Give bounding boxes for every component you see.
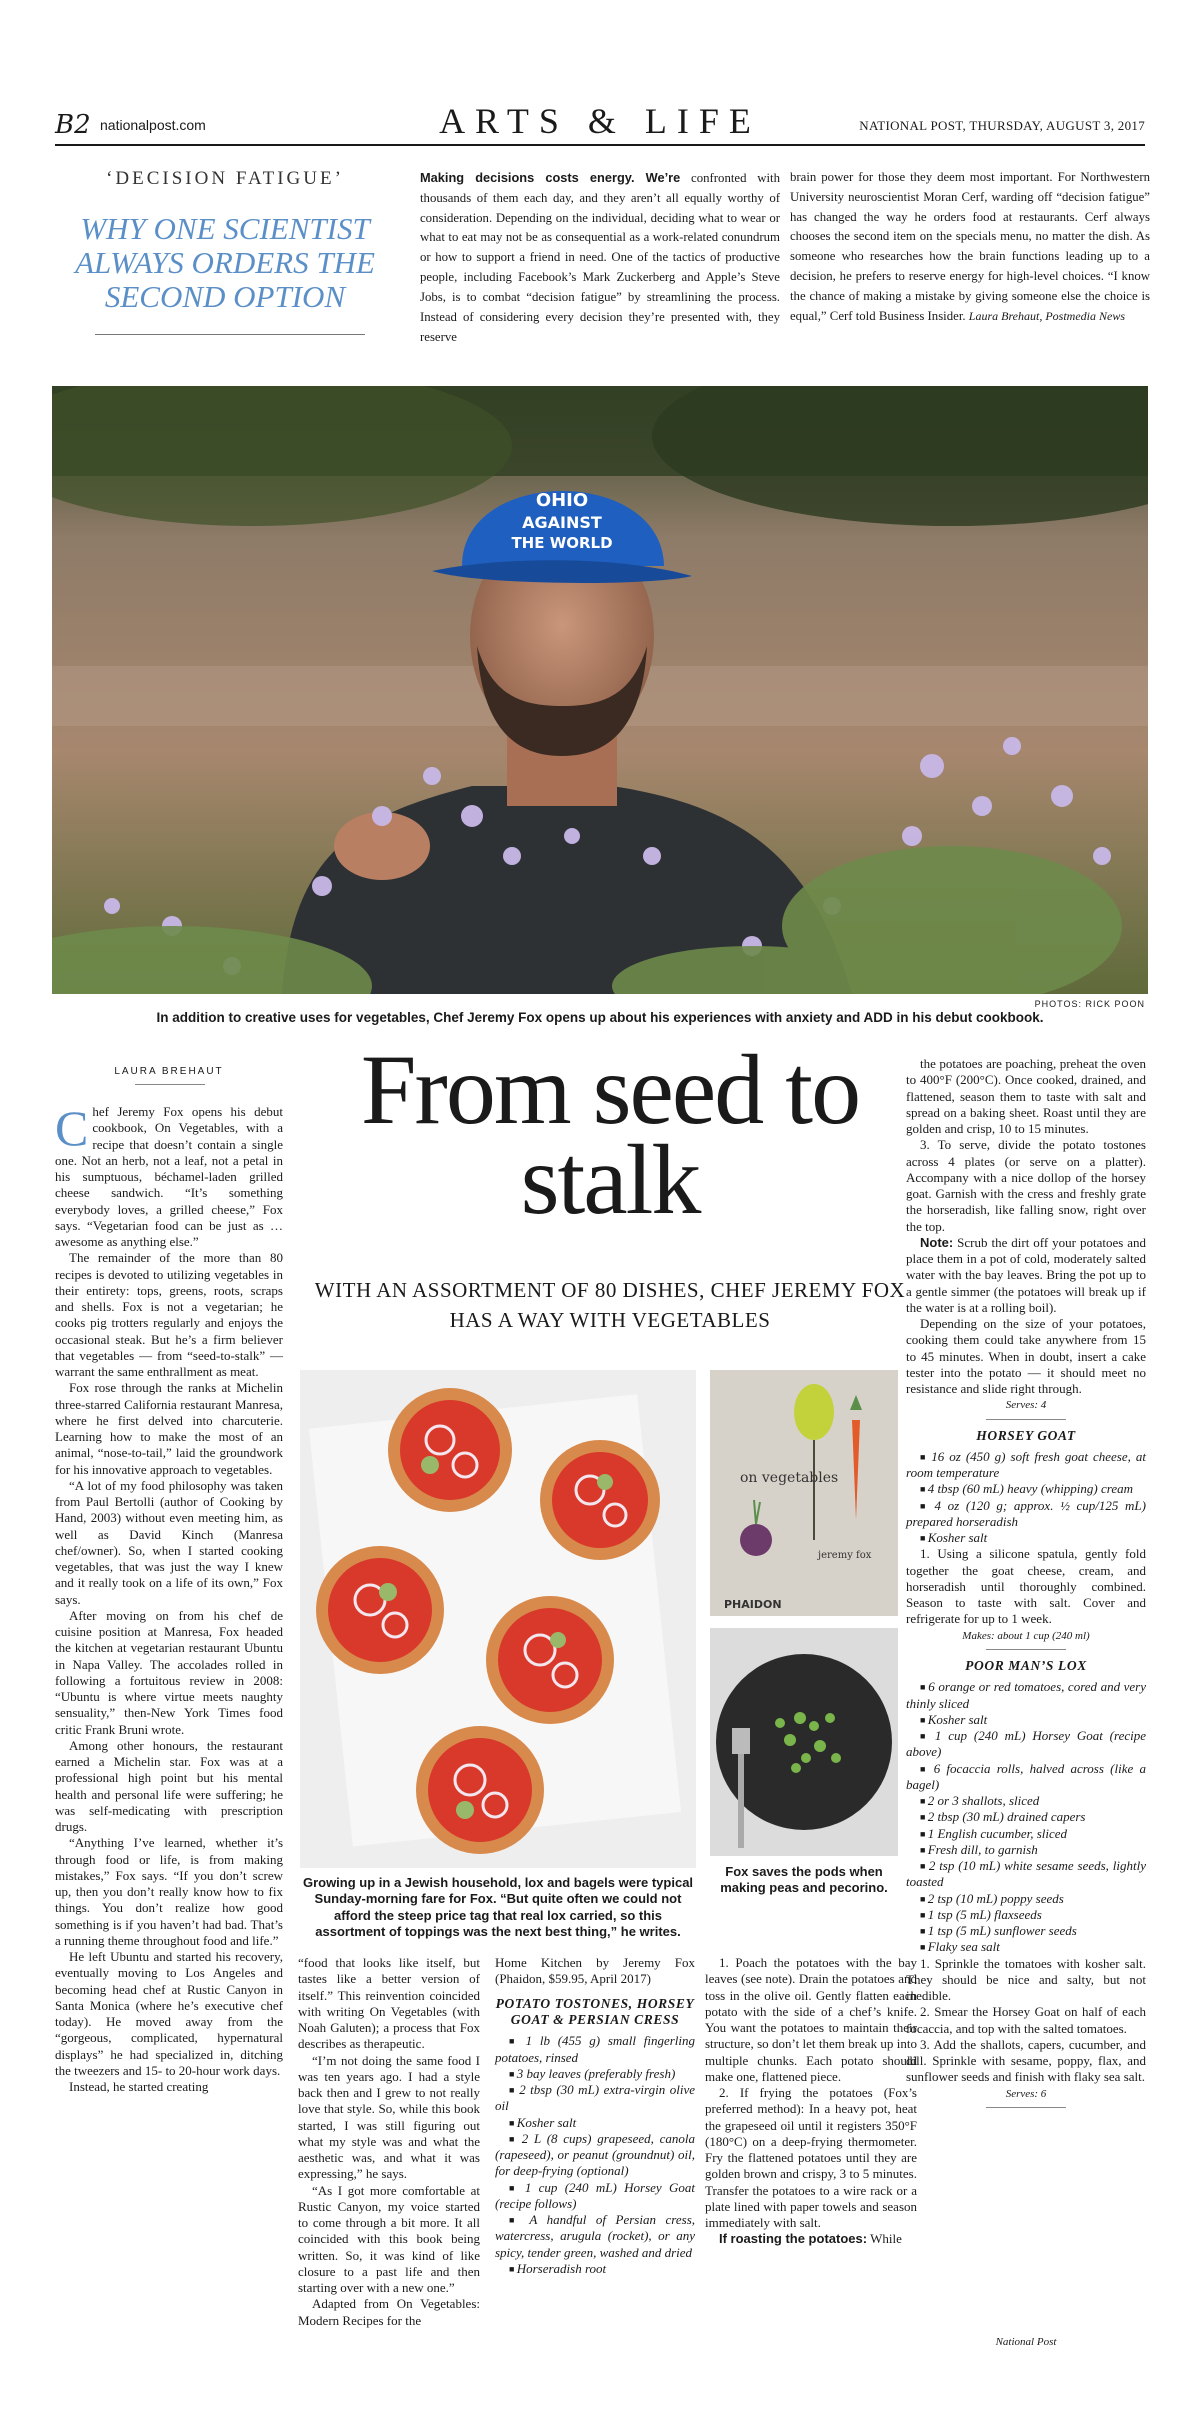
- brief-kicker: ‘DECISION FATIGUE’: [106, 168, 344, 189]
- article-byline: LAURA BREHAUT: [114, 1066, 224, 1077]
- svg-text:AGAINST: AGAINST: [522, 513, 602, 532]
- ingredient: ■ Flaky sea salt: [906, 1939, 1146, 1955]
- recipe-step: 1. Using a silicone spatula, gently fold together the goat cheese, cream, and horseradish until thoroughly combined. Season to taste with salt. Cover and refrigerate for up to 1 week.: [906, 1546, 1146, 1627]
- article-column-2: [298, 1955, 480, 2329]
- recipe-column: [495, 1955, 695, 2277]
- recipe-intro: Home Kitchen by Jeremy Fox (Phaidon, $59.95, April 2017): [495, 1955, 695, 1987]
- book-author: jeremy fox: [818, 1550, 872, 1561]
- hero-photo: [52, 386, 1148, 994]
- ingredient: ■ 6 focaccia rolls, halved across (like a bagel): [906, 1761, 1146, 1794]
- article-paragraph: “As I got more comfortable at Rustic Canyon, my voice started to come through a bit more. It all coincided with this book being written. So, it was kind of like closure to a past life and then starting over with a new one.”: [298, 2182, 480, 2295]
- page-number: B2: [55, 110, 91, 140]
- brief-headline: WHY ONE SCIENTIST ALWAYS ORDERS THE SECOND OPTION: [75, 211, 375, 315]
- makes: Makes: about 1 cup (240 ml): [962, 1629, 1090, 1642]
- ingredient: ■ 1 tsp (5 mL) sunflower seeds: [906, 1923, 1146, 1939]
- recipe-note: Depending on the size of your potatoes, cooking them could take anywhere from 15 to 45 minutes. When in doubt, insert a cake tester into the potato — it should meet no resistance and slide right through.: [906, 1316, 1146, 1396]
- article-paragraph: Chef Jeremy Fox opens his debut cookbook, On Vegetables, with a recipe that doesn’t contain a single one. Not an herb, not a leaf, not a petal in his sumptuous, béchamel-laden grilled cheese sandwich. “It’s something everybody loves, a grilled cheese,” Fox says. “Vegetarian food can be just as … awesome as anything else.”: [55, 1100, 283, 1249]
- ingredient: ■ Kosher salt: [906, 1530, 1146, 1546]
- article-paragraph: “I’m not doing the same food I was ten years ago. I had a style back then and I grew to not really love that style. So, while this book started, I was still figuring out what my style was and what the aesthetic was, and what it was expressing,” he says.: [298, 2052, 480, 2182]
- article-headline: From seed to stalk: [360, 1034, 860, 1235]
- recipe-steps-column: [705, 1955, 917, 2248]
- ingredient: ■ 4 oz (120 g; approx. ½ cup/125 mL) prepared horseradish: [906, 1498, 1146, 1531]
- site-url[interactable]: nationalpost.com: [100, 117, 206, 133]
- ingredient: ■ 2 L (8 cups) grapeseed, canola (rapeseed), or peanut (groundnut) oil, for deep-frying (optional): [495, 2131, 695, 2180]
- brief-text-1: confronted with thousands of them each day, and they aren’t all equally worthy of consideration. Depending on the individual, deciding what to wear or what to eat may not be as consequential as a work-related conundrum or how to support a friend in need. One of the tactics of productive people, including Facebook’s Mark Zuckerberg and Apple’s Steve Jobs, is to combat “decision fatigue” by streamlining the process. Instead of considering every decision they’re presented with, they reserve: [420, 171, 780, 344]
- book-title: on vegetables: [740, 1470, 839, 1486]
- recipe-step: 2. Smear the Horsey Goat on half of each focaccia, and top with the salted tomatoes.: [906, 2004, 1146, 2036]
- recipe-note: Note: Scrub the dirt off your potatoes and place them in a pot of cold, moderately salted water with the bay leaves. Bring the pot up to a gentle simmer (the potatoes will break up if the water is at a rolling boil).: [906, 1234, 1146, 1315]
- hero-caption: In addition to creative uses for vegetables, Chef Jeremy Fox opens up about his experiences with anxiety and ADD in his debut cookbook.: [156, 1010, 1044, 1025]
- ingredient: ■ A handful of Persian cress, watercress, arugula (rocket), or any spicy, tender green, washed and dried: [495, 2212, 695, 2261]
- footer-credit: National Post: [995, 2336, 1057, 2348]
- ingredient: ■ 2 or 3 shallots, sliced: [906, 1793, 1146, 1809]
- book-publisher: PHAIDON: [724, 1598, 782, 1611]
- ingredient: ■ 1 cup (240 mL) Horsey Goat (recipe follows): [495, 2180, 695, 2213]
- article-paragraph: Adapted from On Vegetables: Modern Recipes for the: [298, 2296, 480, 2328]
- recipe-step: 3. Add the shallots, capers, cucumber, and dill. Sprinkle with sesame, poppy, flax, and sunflower seeds and finish with flaky sea salt.: [906, 2036, 1146, 2085]
- ingredient: ■ Horseradish root: [495, 2261, 695, 2277]
- article-column-1: [55, 1100, 283, 2095]
- byline-rule: [135, 1084, 205, 1085]
- divider: [986, 2107, 1066, 2108]
- ingredient: ■ Kosher salt: [495, 2115, 695, 2131]
- brief-divider: [95, 334, 365, 335]
- serves: Serves: 6: [1005, 2087, 1047, 2100]
- drop-cap: C: [55, 1100, 89, 1156]
- recipe-step: If roasting the potatoes: While: [719, 2231, 902, 2247]
- recipe-step: 2. If frying the potatoes (Fox’s preferred method): In a heavy pot, heat the grapeseed oil until it registers 350°F (180°C) on a deep-frying thermometer. Fry the flattened potatoes until they are golden brown and crispy, 3 to 5 minutes. Transfer the potatoes to a wire rack or a plate lined with paper towels and season immediately with salt.: [705, 2085, 917, 2230]
- article-paragraph: He left Ubuntu and started his recovery, eventually moving to Los Angeles and becoming head chef at Rustic Canyon in Santa Monica (where he’s executive chef today). He moved away from the “gorgeous, complicated, hypernatural displays” he had specialized in, ditching the tweezers and 15- to 20-hour work days.: [55, 1949, 283, 2078]
- recipe-step: the potatoes are poaching, preheat the oven to 400°F (200°C). Once cooked, drained, and flattened, season them to taste with salt and spread on a baking sheet. Roast until they are golden and crisp, 10 to 15 minutes.: [906, 1056, 1146, 1136]
- ingredient: ■ 3 bay leaves (preferably fresh): [495, 2066, 695, 2082]
- brief-column-1: [420, 168, 780, 347]
- ingredient: ■ 4 tbsp (60 mL) heavy (whipping) cream: [906, 1481, 1146, 1497]
- article-paragraph: After moving on from his chef de cuisine position at Manresa, Fox headed the kitchen at vegetarian restaurant Ubuntu in Napa Valley. The accolades rolled in following a fortuitous review in 2008: “Ubuntu is where virtue meets naughty sensuality,” then-New York Times food critic Frank Bruni wrote.: [55, 1607, 283, 1737]
- recipe-step: 1. Sprinkle the tomatoes with kosher salt. They should be nice and salty, but not inedible.: [906, 1955, 1146, 2003]
- article-paragraph: “A lot of my food philosophy was taken from Paul Bertolli (author of Cooking by Hand, 2003) without even meeting him, as well as David Kinch (Manresa chef/owner). So, when I started cooking vegetables, that was just the way I knew and it really took on a life of its own,” Fox says.: [55, 1477, 283, 1607]
- divider: [986, 1649, 1066, 1650]
- article-paragraph: Instead, he started creating: [69, 2079, 209, 2094]
- masthead-rule: [55, 144, 1145, 146]
- chef-garden-photo: [52, 386, 1148, 994]
- ingredient: ■ 1 cup (240 mL) Horsey Goat (recipe above): [906, 1728, 1146, 1761]
- cap-text: OHIO: [535, 490, 589, 511]
- ingredient: ■ Fresh dill, to garnish: [906, 1842, 1146, 1858]
- ingredient: ■ 2 tsp (10 mL) poppy seeds: [906, 1891, 1146, 1907]
- brief-lead-in: Making decisions costs energy. We’re: [420, 170, 681, 185]
- section-title: ARTS & LIFE: [439, 101, 761, 141]
- focaccia-photo: [300, 1370, 696, 1868]
- ingredient: ■ 2 tbsp (30 mL) drained capers: [906, 1809, 1146, 1825]
- article-paragraph: Among other honours, the restaurant earned a Michelin star. Fox was at a professional high point but his mental health and personal life were suffering; he was self-medicating with prescription drugs.: [55, 1737, 283, 1834]
- recipe-title: POTATO TOSTONES, HORSEY GOAT & PERSIAN CRESS: [495, 1995, 695, 2028]
- recipe-step: 3. To serve, divide the potato tostones across 4 plates (or serve on a platter). Accompany with a nice dollop of the horsey goat. Garnish with the cress and freshly grate the horseradish, like falling snow, right over the top.: [906, 1137, 1146, 1234]
- ingredient: ■ Kosher salt: [906, 1712, 1146, 1728]
- article-paragraph: “food that looks like itself, but tastes like a better version of itself.” This reinvention coincided with writing On Vegetables (with Noah Galuten); a process that Fox describes as therapeutic.: [298, 1955, 480, 2052]
- recipe-title: POOR MAN’S LOX: [965, 1658, 1087, 1674]
- article-paragraph: The remainder of the more than 80 recipes is devoted to utilizing vegetables in their entirety: tops, greens, roots, scraps and shells. Fox is not a vegetarian; he cooks pig trotters regularly and enjoys the occasional steak. But he’s a firm believer that vegetables — from “seed-to-stalk” — warrant the same enthrallment as meat.: [55, 1250, 283, 1379]
- brief-byline: Laura Brehaut, Postmedia News: [968, 308, 1126, 323]
- article-paragraph: “Anything I’ve learned, whether it’s through food or life, is from making mistakes,” Fox says. “If you don’t screw up, then you don’t really know how to fix things. You don’t realize how good something is if you haven’t had bad. That’s a running theme throughout food and life.”: [55, 1835, 283, 1948]
- focaccia-caption: Growing up in a Jewish household, lox and bagels were typical Sunday-morning fare for Fox. “But quite often we could not afford the steep price tag that real lox carried, so this assortment of toppings was the next best thing,” he writes.: [302, 1875, 694, 1939]
- brief-column-2: [790, 168, 1150, 327]
- photo-credit: PHOTOS: RICK POON: [1034, 999, 1145, 1009]
- ingredient: ■ 1 English cucumber, sliced: [906, 1826, 1146, 1842]
- issue-date: NATIONAL POST, THURSDAY, AUGUST 3, 2017: [859, 118, 1145, 133]
- peas-plate-photo: [710, 1628, 898, 1856]
- recipe-title: HORSEY GOAT: [976, 1428, 1076, 1443]
- ingredient: ■ 2 tsp (10 mL) white sesame seeds, lightly toasted: [906, 1858, 1146, 1891]
- peas-caption: Fox saves the pods when making peas and pecorino.: [720, 1864, 888, 1896]
- ingredient: ■ 16 oz (450 g) soft fresh goat cheese, at room temperature: [906, 1449, 1146, 1482]
- brief-text-2: brain power for those they deem most important. For Northwestern University neuroscientist Moran Cerf, warding off “decision fatigue” has changed the way he orders food at restaurants. Cerf always chooses the second item on the specials menu, no matter the dish. As someone who researches how the brain functions leading up to a decision, he prefers to reserve energy for high-level choices. “I know the chance of making a mistake by giving someone else the choice is equal,” Cerf told Business Insider.: [790, 170, 1150, 323]
- ingredient: ■ 2 tbsp (30 mL) extra-virgin olive oil: [495, 2082, 695, 2115]
- ingredient: ■ 1 tsp (5 mL) flaxseeds: [906, 1907, 1146, 1923]
- divider: [986, 1419, 1066, 1420]
- recipe-side-column: [906, 1056, 1146, 2114]
- ingredient: ■ 6 orange or red tomatoes, cored and very thinly sliced: [906, 1679, 1146, 1712]
- book-cover: [710, 1370, 898, 1616]
- svg-text:THE WORLD: THE WORLD: [511, 534, 613, 552]
- article-deck: WITH AN ASSORTMENT OF 80 DISHES, CHEF JEREMY FOX HAS A WAY WITH VEGETABLES: [314, 1278, 906, 1333]
- recipe-step: 1. Poach the potatoes with the bay leaves (see note). Drain the potatoes and toss in the olive oil. Gently flatten each potato with the side of a chef’s knife. You want the potatoes to maintain their structure, so don’t let them break up into multiple chunks. Each potato should make one, flattened piece.: [705, 1955, 917, 2084]
- serves: Serves: 4: [1005, 1399, 1047, 1412]
- article-paragraph: Fox rose through the ranks at Michelin three-starred California restaurant Manresa, where he first delved into charcuterie. Learning how to make the most of an animal, “nose-to-tail,” laid the groundwork for his innovative approach to vegetables.: [55, 1380, 283, 1477]
- ingredient: ■ 1 lb (455 g) small fingerling potatoes, rinsed: [495, 2033, 695, 2066]
